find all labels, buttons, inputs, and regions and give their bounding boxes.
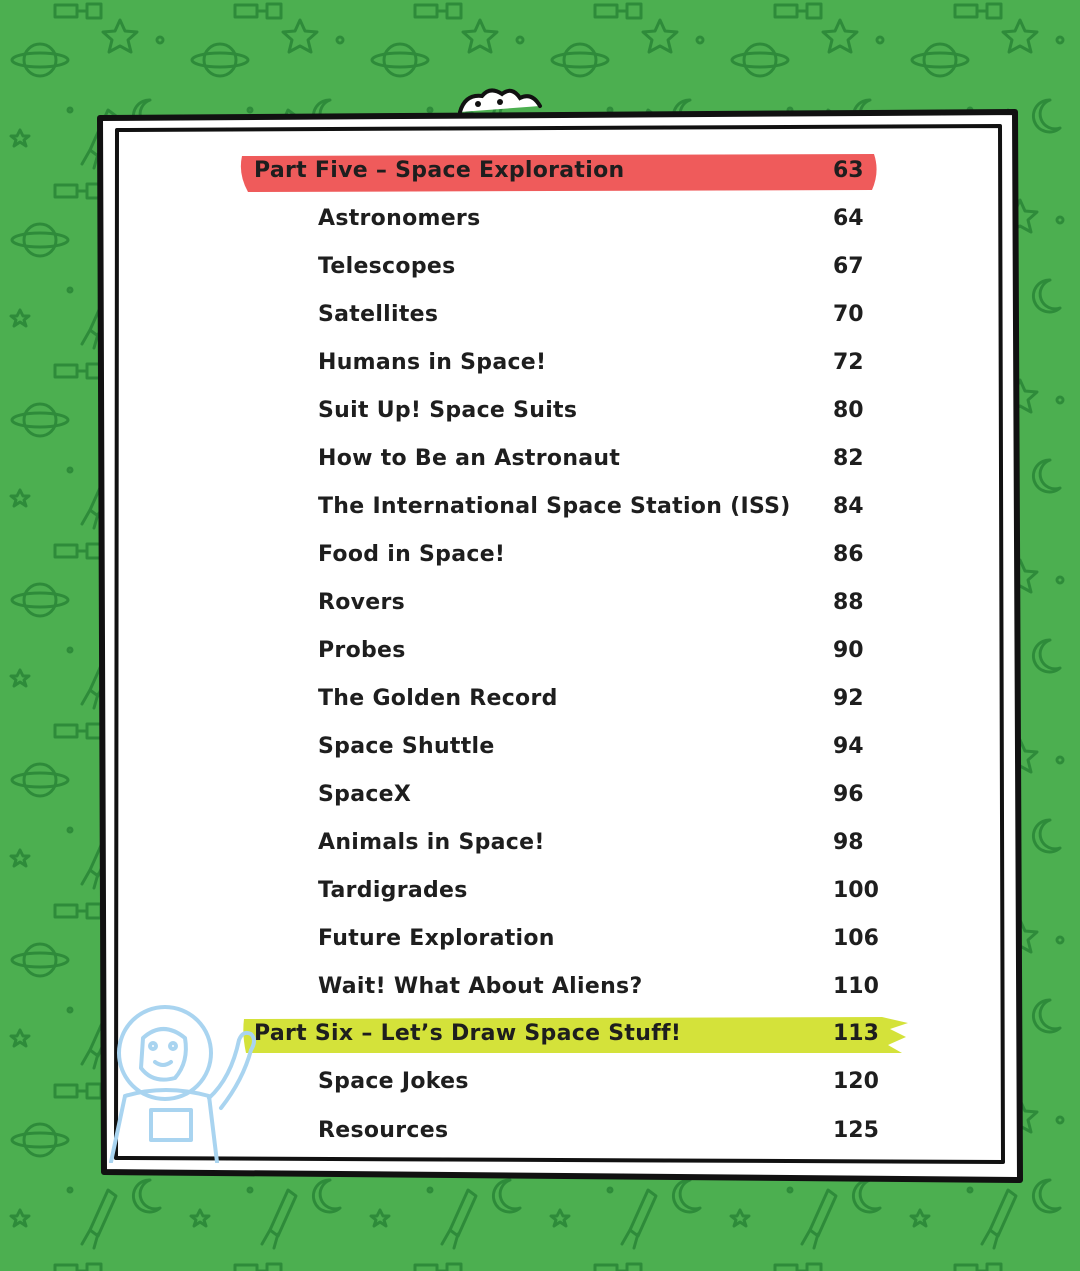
part-title: Part Six – Let’s Draw Space Stuff! [254,1021,682,1046]
page-number: 120 [833,1069,879,1094]
item-title: Satellites [318,302,439,327]
page-number: 113 [833,1021,879,1046]
item-title: Suit Up! Space Suits [318,398,578,423]
item-title: Space Jokes [318,1069,469,1094]
toc-item[interactable] [0,584,1080,624]
item-title: Resources [318,1118,449,1143]
toc-item[interactable] [0,392,1080,432]
toc-item[interactable] [0,536,1080,576]
toc-item[interactable] [0,488,1080,528]
page-number: 80 [833,398,864,423]
toc-item[interactable] [0,728,1080,768]
item-title: Food in Space! [318,542,506,567]
toc-item[interactable] [0,200,1080,240]
page-number: 72 [833,350,864,375]
item-title: Humans in Space! [318,350,547,375]
item-title: Future Exploration [318,926,555,951]
item-title: Rovers [318,590,406,615]
page-number: 70 [833,302,864,327]
item-title: Animals in Space! [318,830,545,855]
page-number: 86 [833,542,864,567]
item-title: SpaceX [318,782,412,807]
item-title: The Golden Record [318,686,558,711]
page-number: 96 [833,782,864,807]
page-number: 106 [833,926,879,951]
toc-item[interactable] [0,776,1080,816]
part-title: Part Five – Space Exploration [254,158,625,183]
toc-item[interactable] [0,680,1080,720]
page-number: 92 [833,686,864,711]
item-title: The International Space Station (ISS) [318,494,791,519]
toc-item[interactable] [0,824,1080,864]
item-title: Probes [318,638,406,663]
item-title: Tardigrades [318,878,468,903]
page-number: 67 [833,254,864,279]
item-title: Wait! What About Aliens? [318,974,643,999]
page-number: 64 [833,206,864,231]
page-number: 90 [833,638,864,663]
toc-item[interactable] [0,920,1080,960]
waving-astronaut-illustration [95,998,265,1163]
item-title: Telescopes [318,254,456,279]
item-title: Astronomers [318,206,481,231]
page-number: 125 [833,1118,879,1143]
page-number: 88 [833,590,864,615]
toc-part-five[interactable] [0,152,1080,192]
page-number: 63 [833,158,864,183]
page-number: 100 [833,878,879,903]
toc-item[interactable] [0,248,1080,288]
toc-item[interactable] [0,632,1080,672]
toc-item[interactable] [0,344,1080,384]
page-number: 84 [833,494,864,519]
page-number: 94 [833,734,864,759]
page-number: 82 [833,446,864,471]
toc-item[interactable] [0,872,1080,912]
page-number: 110 [833,974,879,999]
item-title: Space Shuttle [318,734,495,759]
toc-item[interactable] [0,440,1080,480]
page-number: 98 [833,830,864,855]
item-title: How to Be an Astronaut [318,446,621,471]
toc-item[interactable] [0,296,1080,336]
